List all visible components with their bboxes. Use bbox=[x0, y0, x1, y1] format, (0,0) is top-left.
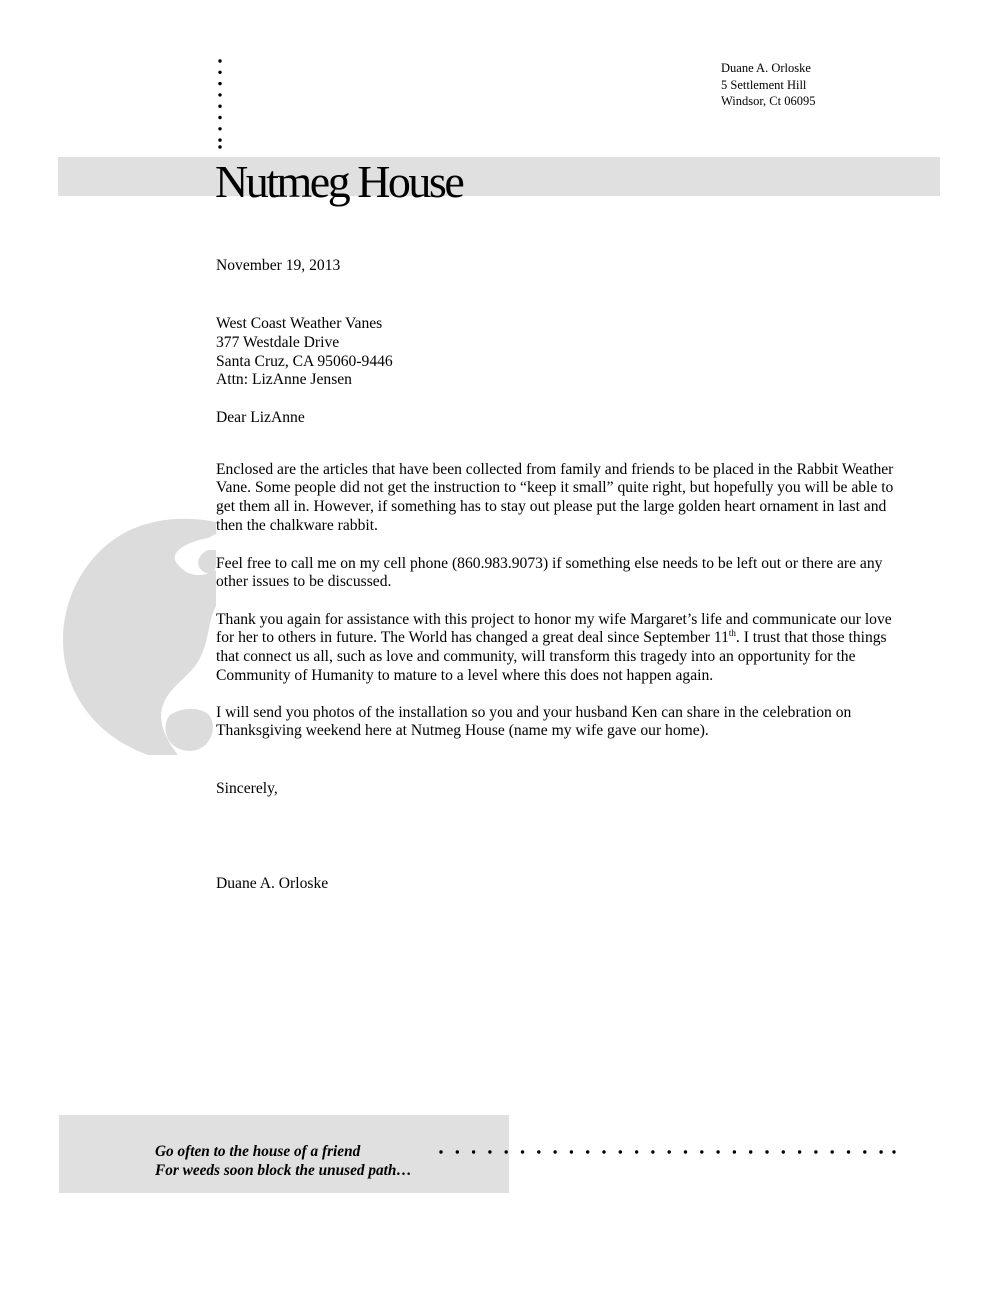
vertical-dot-rule bbox=[217, 58, 223, 150]
signature-name: Duane A. Orloske bbox=[216, 875, 329, 892]
recipient-company: West Coast Weather Vanes bbox=[216, 315, 383, 332]
letterhead-title: Nutmeg House bbox=[215, 156, 463, 207]
paragraph-3 bbox=[216, 611, 896, 686]
sender-city: Windsor, Ct 06095 bbox=[721, 94, 816, 108]
salutation: Dear LizAnne bbox=[216, 409, 305, 426]
letter-date: November 19, 2013 bbox=[216, 257, 341, 274]
paragraph-4: I will send you photos of the installation so you and your husband Ken can share in the celebration on Thanksgiving weekend here at Nutmeg House (name my wife gave our home). bbox=[216, 703, 852, 740]
recipient-attn: Attn: LizAnne Jensen bbox=[216, 371, 352, 389]
recipient-city: Santa Cruz, CA 95060-9446 bbox=[216, 352, 393, 370]
paragraph-2: Feel free to call me on my cell phone (860.983.9073) if something else needs to be left out or there are any other issues to be discussed. bbox=[216, 554, 883, 591]
footer-quote-line-1: Go often to the house of a friend bbox=[155, 1143, 361, 1160]
sender-street: 5 Settlement Hill bbox=[721, 77, 807, 92]
ordinal-superscript: th bbox=[728, 628, 736, 639]
sender-name: Duane A. Orloske bbox=[721, 61, 811, 75]
paragraph-3-after: . I trust that those things that connect us all, such as love and community, will transform this tragedy into an opportunity for the Community of Humanity to mature to a level where this does not happen again. bbox=[216, 629, 887, 684]
globe-icon bbox=[58, 510, 218, 760]
paragraph-3-before: Thank you again for assistance with this project to honor my wife Margaret’s life and communicate our love for her to others in future. The World has changed a great deal since September 11 bbox=[216, 610, 892, 647]
recipient-address bbox=[216, 315, 896, 390]
recipient-street: 377 Westdale Drive bbox=[216, 333, 340, 351]
horizontal-dot-rule bbox=[438, 1148, 898, 1156]
footer-quote bbox=[155, 1142, 412, 1180]
sender-address bbox=[721, 60, 815, 110]
letterhead-band bbox=[58, 157, 940, 196]
footer-quote-line-2: For weeds soon block the unused path… bbox=[155, 1162, 412, 1179]
paragraph-1: Enclosed are the articles that have been collected from family and friends to be placed in the Rabbit Weather Vane. Some people did not get the instruction to “keep it small” quite right, but hopefully you will be able to get them all in. However, if something has to stay out please put the large golden heart ornament in last and then the chalkware rabbit. bbox=[216, 460, 894, 534]
closing: Sincerely, bbox=[216, 780, 278, 797]
